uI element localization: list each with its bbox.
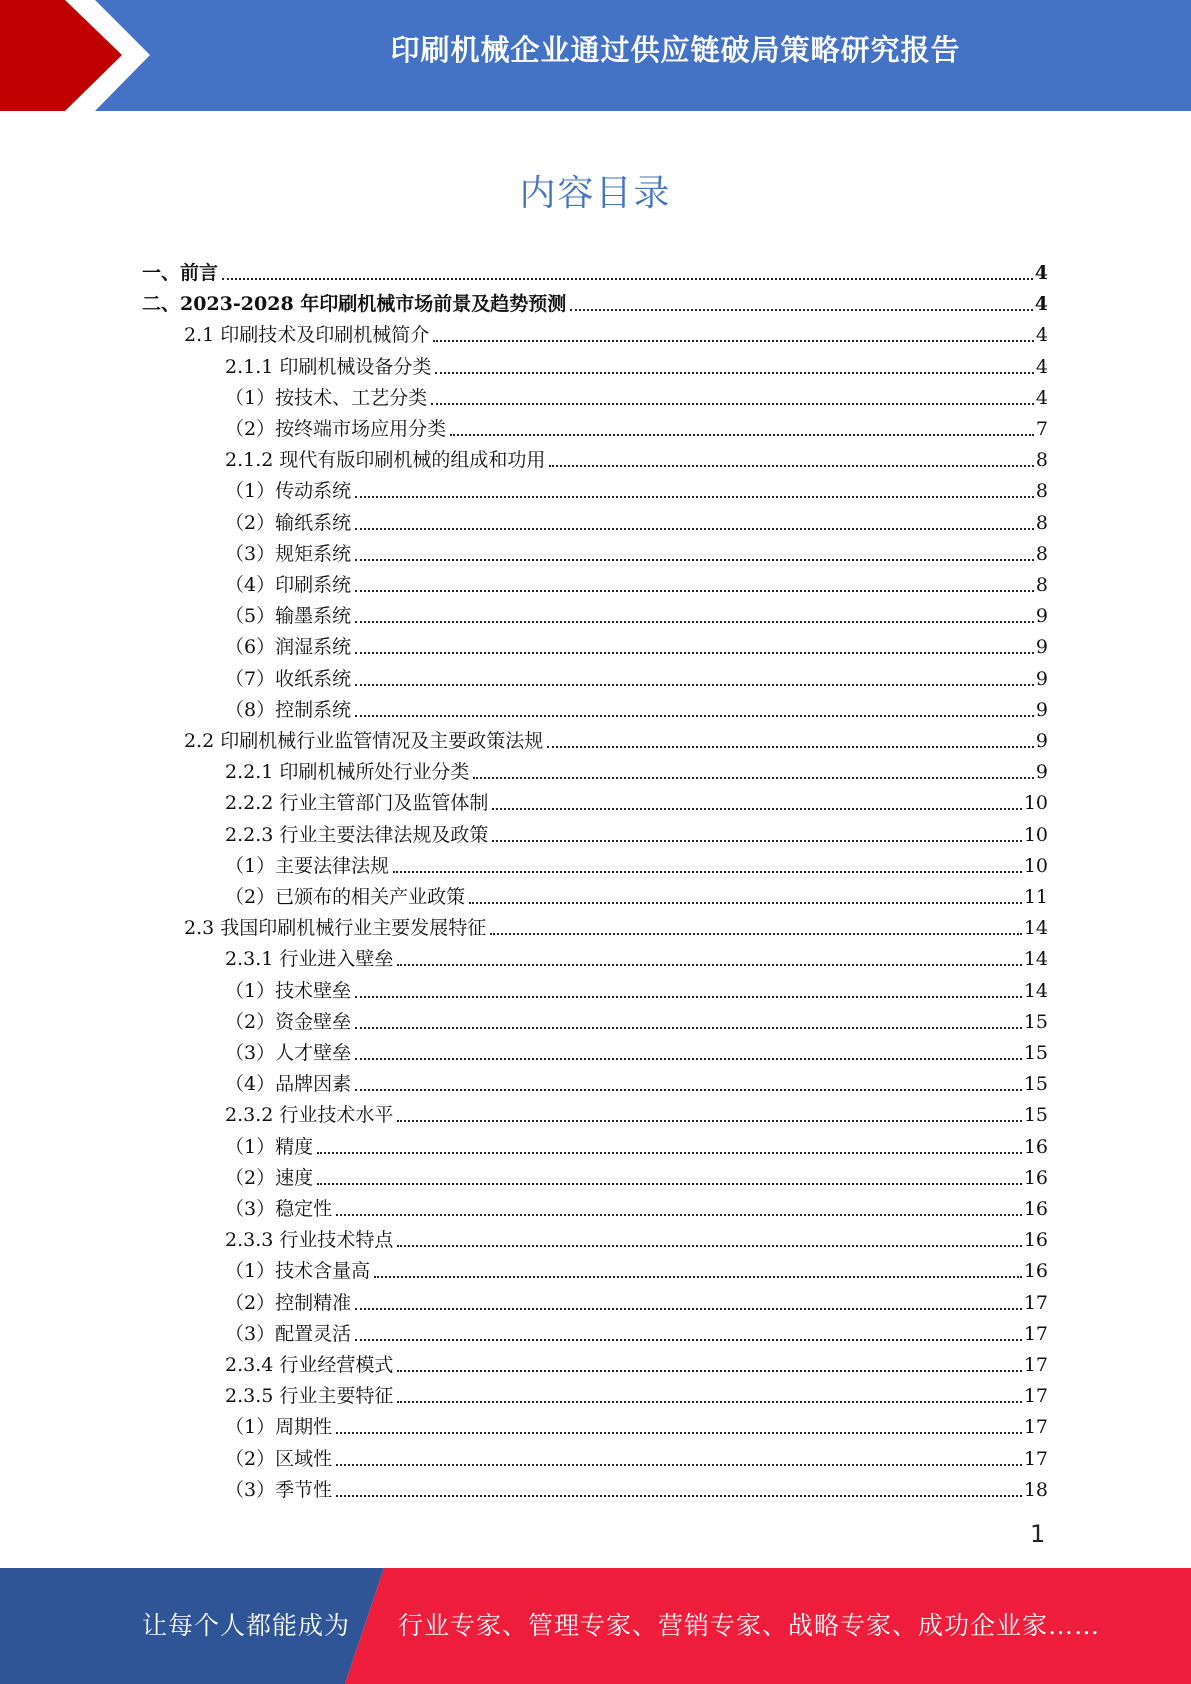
toc-entry-page: 9: [1035, 636, 1048, 659]
toc-entry-title: 技术含量高: [275, 1260, 371, 1283]
toc-entry-title: 周期性: [275, 1416, 333, 1439]
toc-entry-number: （5）: [225, 605, 276, 628]
toc-entry-number: （2）: [225, 1166, 276, 1189]
page-number: 1: [1030, 1520, 1046, 1548]
toc-entry-number: 二、: [142, 293, 181, 316]
toc-entry-title: 行业经营模式: [279, 1354, 394, 1376]
toc-entry[interactable]: [225, 504, 1048, 535]
toc-entry-page: 11: [1023, 886, 1048, 908]
toc-entry-title: 现代有版印刷机械的组成和功用: [279, 449, 546, 472]
toc-entry-page: 10: [1023, 792, 1048, 815]
toc-entry[interactable]: [225, 1377, 1048, 1408]
toc-entry-page: 4: [1034, 293, 1048, 316]
toc-dot-leader: [469, 902, 1022, 904]
toc-entry-title: 行业主要特征: [279, 1385, 394, 1408]
toc-entry[interactable]: [142, 285, 1048, 316]
toc-dot-leader: [473, 777, 1034, 779]
toc-entry[interactable]: [225, 1315, 1048, 1346]
toc-entry-number: 2.3.4: [225, 1354, 274, 1376]
toc-entry-title: 人才壁垒: [275, 1042, 352, 1064]
toc-entry-number: 2.3.5: [225, 1385, 274, 1408]
toc-dot-leader: [433, 340, 1034, 342]
toc-entry-title: 主要法律法规: [275, 854, 390, 877]
toc-entry-title: 季节性: [275, 1478, 333, 1501]
toc-entry-page: 16: [1023, 1229, 1048, 1252]
toc-entry-number: （3）: [225, 1478, 276, 1501]
toc-dot-leader: [435, 372, 1034, 374]
report-title: 印刷机械企业通过供应链破局策略研究报告: [390, 33, 961, 67]
toc-entry-page: 17: [1023, 1322, 1048, 1345]
toc-entry-page: 14: [1023, 948, 1048, 971]
toc-entry-number: （2）: [225, 886, 276, 908]
toc-entry-page: 14: [1023, 917, 1048, 940]
toc-dot-leader: [397, 1370, 1021, 1372]
toc-entry[interactable]: [225, 348, 1048, 379]
toc-entry-number: （2）: [225, 1010, 276, 1033]
toc-entry-title: 稳定性: [275, 1198, 333, 1220]
toc-entry-page: 16: [1023, 1135, 1048, 1158]
toc-dot-leader: [355, 715, 1034, 717]
toc-dot-leader: [355, 652, 1034, 654]
toc-entry-title: 区域性: [275, 1447, 333, 1470]
toc-entry[interactable]: [225, 379, 1048, 410]
toc-entry-page: 10: [1023, 854, 1048, 877]
toc-entry[interactable]: [225, 847, 1048, 878]
toc-dot-leader: [317, 1183, 1022, 1185]
toc-entry-number: （1）: [225, 1135, 276, 1158]
toc-dot-leader: [336, 1432, 1022, 1434]
toc-entry-number: 2.3.3: [225, 1229, 274, 1252]
toc-entry[interactable]: [225, 1252, 1048, 1283]
toc-entry-title: 收纸系统: [275, 667, 352, 690]
toc-dot-leader: [355, 1308, 1022, 1310]
toc-entry-title: 印刷技术及印刷机械简介: [220, 324, 430, 347]
toc-dot-leader: [355, 1089, 1022, 1091]
toc-entry-title: 速度: [275, 1166, 314, 1189]
toc-entry-page: 9: [1035, 667, 1048, 690]
toc-entry-number: （8）: [225, 698, 276, 721]
toc-entry[interactable]: [225, 1440, 1048, 1471]
toc-entry-page: 16: [1023, 1166, 1048, 1189]
toc-dot-leader: [450, 434, 1034, 436]
toc-entry-number: （2）: [225, 1291, 276, 1314]
toc-entry-number: （3）: [225, 1322, 276, 1345]
toc-entry-page: 14: [1023, 979, 1048, 1002]
toc-entry-page: 15: [1023, 1042, 1048, 1064]
toc-dot-leader: [355, 590, 1034, 592]
toc-entry-number: 2.2.3: [225, 823, 274, 846]
toc-entry-number: （1）: [225, 1416, 276, 1439]
toc-entry-page: 9: [1035, 730, 1048, 752]
toc-entry-page: 4: [1035, 386, 1048, 409]
toc-dot-leader: [355, 1058, 1022, 1060]
toc-dot-leader: [355, 1339, 1022, 1341]
toc-entry[interactable]: [184, 722, 1048, 753]
toc-entry-page: 8: [1035, 542, 1048, 565]
toc-entry-title: 行业主要法律法规及政策: [279, 823, 489, 846]
toc-entry-title: 控制系统: [275, 698, 352, 721]
toc-dot-leader: [397, 1245, 1021, 1247]
toc-dot-leader: [355, 996, 1022, 998]
toc-entry[interactable]: [184, 909, 1048, 940]
toc-entry-page: 16: [1023, 1198, 1048, 1220]
toc-entry-page: 17: [1023, 1354, 1048, 1376]
toc-entry-page: 4: [1034, 262, 1048, 284]
toc-entry[interactable]: [225, 784, 1048, 815]
toc-entry[interactable]: [225, 1096, 1048, 1127]
toc-entry-page: 4: [1035, 324, 1048, 347]
toc-entry-number: 一、: [142, 262, 181, 284]
toc-entry-page: 15: [1023, 1104, 1048, 1127]
toc-entry-title: 行业进入壁垒: [279, 948, 394, 971]
toc-entry-page: 8: [1035, 480, 1048, 503]
toc-entry-number: （2）: [225, 1447, 276, 1470]
toc-entry-title: 前言: [180, 262, 219, 284]
toc-entry-title: 技术壁垒: [275, 979, 352, 1002]
toc-dot-leader: [222, 278, 1033, 280]
toc-entry-number: 2.3.2: [225, 1104, 274, 1127]
toc-entry-title: 印刷机械设备分类: [279, 355, 432, 378]
toc-dot-leader: [355, 496, 1034, 498]
toc-entry-number: 2.2: [184, 730, 215, 752]
toc-entry-title: 输墨系统: [275, 605, 352, 628]
toc-entry-title: 行业主管部门及监管体制: [279, 792, 489, 815]
toc-entry-number: 2.1.1: [225, 355, 274, 378]
toc-entry-number: （2）: [225, 418, 276, 440]
toc-dot-leader: [397, 964, 1021, 966]
toc-entry-title: 按技术、工艺分类: [275, 386, 428, 409]
toc-dot-leader: [492, 840, 1021, 842]
toc-entry-page: 18: [1023, 1478, 1048, 1501]
toc-dot-leader: [355, 528, 1034, 530]
header-chevron-decoration: [0, 0, 170, 111]
toc-dot-leader: [490, 933, 1022, 935]
toc-entry-title: 我国印刷机械行业主要发展特征: [220, 917, 487, 940]
toc-dot-leader: [336, 1464, 1022, 1466]
toc-entry-title: 2023-2028 年印刷机械市场前景及趋势预测: [180, 293, 567, 316]
toc-entry-number: （1）: [225, 1260, 276, 1283]
toc-dot-leader: [492, 808, 1021, 810]
footer-slogan-right: 行业专家、管理专家、营销专家、战略专家、成功企业家……: [398, 1611, 1101, 1640]
toc-entry-number: 2.2.2: [225, 792, 274, 815]
toc-dot-leader: [549, 465, 1034, 467]
toc-entry[interactable]: [225, 878, 1048, 909]
toc-entry[interactable]: [225, 441, 1048, 472]
toc-entry[interactable]: [225, 1034, 1048, 1065]
toc-entry[interactable]: [225, 660, 1048, 691]
toc-entry-number: （3）: [225, 542, 276, 565]
toc-heading: 内容目录: [519, 173, 672, 214]
toc-entry-title: 印刷机械行业监管情况及主要政策法规: [220, 730, 544, 752]
toc-dot-leader: [336, 1495, 1022, 1497]
toc-entry-page: 9: [1035, 698, 1048, 721]
toc-entry[interactable]: [225, 1065, 1048, 1096]
toc-entry-title: 输纸系统: [275, 511, 352, 534]
toc-entry-number: （2）: [225, 511, 276, 534]
toc-entry-title: 行业技术特点: [279, 1229, 394, 1252]
toc-entry-page: 17: [1023, 1416, 1048, 1439]
toc-entry-page: 8: [1035, 511, 1048, 534]
toc-entry-page: 15: [1023, 1010, 1048, 1033]
toc-entry-number: （4）: [225, 574, 276, 596]
toc-entry[interactable]: [225, 1284, 1048, 1315]
toc-dot-leader: [355, 621, 1034, 623]
toc-dot-leader: [317, 1152, 1022, 1154]
toc-entry[interactable]: [225, 1346, 1048, 1377]
toc-entry-number: 2.1.2: [225, 449, 274, 472]
toc-entry[interactable]: [225, 1128, 1048, 1159]
toc-entry-title: 已颁布的相关产业政策: [275, 886, 466, 908]
toc-entry-title: 传动系统: [275, 480, 352, 503]
toc-entry-page: 17: [1023, 1291, 1048, 1314]
toc-entry-number: （3）: [225, 1042, 276, 1064]
toc-entry-title: 品牌因素: [275, 1073, 352, 1096]
toc-entry[interactable]: [225, 1190, 1048, 1221]
toc-entry[interactable]: [225, 597, 1048, 628]
toc-entry-title: 资金壁垒: [275, 1010, 352, 1033]
toc-entry-title: 按终端市场应用分类: [275, 418, 447, 440]
toc-entry-page: 17: [1023, 1385, 1048, 1408]
toc-entry-page: 8: [1035, 574, 1048, 596]
toc-entry-title: 精度: [275, 1135, 314, 1158]
toc-entry-number: （4）: [225, 1073, 276, 1096]
toc-entry[interactable]: [225, 1408, 1048, 1439]
toc-entry[interactable]: [225, 753, 1048, 784]
toc-entry-page: 17: [1023, 1447, 1048, 1470]
toc-entry-title: 行业技术水平: [279, 1104, 394, 1127]
toc-dot-leader: [355, 559, 1034, 561]
toc-entry-title: 配置灵活: [275, 1322, 352, 1345]
toc-entry[interactable]: [225, 816, 1048, 847]
toc-entry-number: 2.1: [184, 324, 215, 347]
toc-entry[interactable]: [225, 972, 1048, 1003]
toc-dot-leader: [547, 746, 1034, 748]
toc-dot-leader: [374, 1276, 1022, 1278]
toc-entry[interactable]: [225, 410, 1048, 441]
toc-entry-title: 印刷系统: [275, 574, 352, 596]
toc-entry-page: 15: [1023, 1073, 1048, 1096]
toc-entry[interactable]: [225, 472, 1048, 503]
toc-entry-page: 7: [1035, 418, 1048, 440]
toc-entry-title: 润湿系统: [275, 636, 352, 659]
toc-entry-number: 2.3.1: [225, 948, 274, 971]
toc-entry[interactable]: [225, 1471, 1048, 1502]
toc-dot-leader: [393, 871, 1022, 873]
toc-entry-number: （1）: [225, 386, 276, 409]
toc-entry-number: （7）: [225, 667, 276, 690]
toc-dot-leader: [397, 1401, 1021, 1403]
footer-slogan-left: 让每个人都能成为: [142, 1611, 351, 1640]
footer-banner: [0, 1568, 1191, 1684]
toc-entry-number: （1）: [225, 480, 276, 503]
toc-entry-page: 10: [1023, 823, 1048, 846]
toc-entry[interactable]: [225, 535, 1048, 566]
toc-dot-leader: [355, 1027, 1022, 1029]
toc-dot-leader: [355, 684, 1034, 686]
toc-entry[interactable]: [184, 316, 1048, 347]
toc-entry-number: （1）: [225, 979, 276, 1002]
toc-entry-title: 印刷机械所处行业分类: [279, 761, 470, 784]
toc-entry-page: 16: [1023, 1260, 1048, 1283]
toc-dot-leader: [570, 309, 1032, 311]
toc-entry[interactable]: [225, 1003, 1048, 1034]
header-banner: [0, 0, 1191, 111]
toc-entry-number: （3）: [225, 1198, 276, 1220]
toc-entry-page: 9: [1035, 761, 1048, 784]
toc-entry[interactable]: [225, 628, 1048, 659]
toc-entry-title: 规矩系统: [275, 542, 352, 565]
toc-entry-page: 8: [1035, 449, 1048, 472]
toc-entry-page: 4: [1035, 355, 1048, 378]
toc-entry-page: 9: [1035, 605, 1048, 628]
toc-entry-number: 2.2.1: [225, 761, 274, 784]
toc-entry-number: （6）: [225, 636, 276, 659]
toc-entry[interactable]: [225, 1159, 1048, 1190]
toc-dot-leader: [397, 1120, 1021, 1122]
toc-entry[interactable]: [225, 940, 1048, 971]
toc-dot-leader: [431, 403, 1034, 405]
toc-entry[interactable]: [225, 566, 1048, 597]
toc-dot-leader: [336, 1214, 1022, 1216]
toc-entry-number: 2.3: [184, 917, 215, 940]
toc-entry[interactable]: [225, 691, 1048, 722]
toc-entry[interactable]: [225, 1221, 1048, 1252]
toc-entry-title: 控制精准: [275, 1291, 352, 1314]
toc-entry-number: （1）: [225, 854, 276, 877]
toc-entry[interactable]: [142, 254, 1048, 285]
